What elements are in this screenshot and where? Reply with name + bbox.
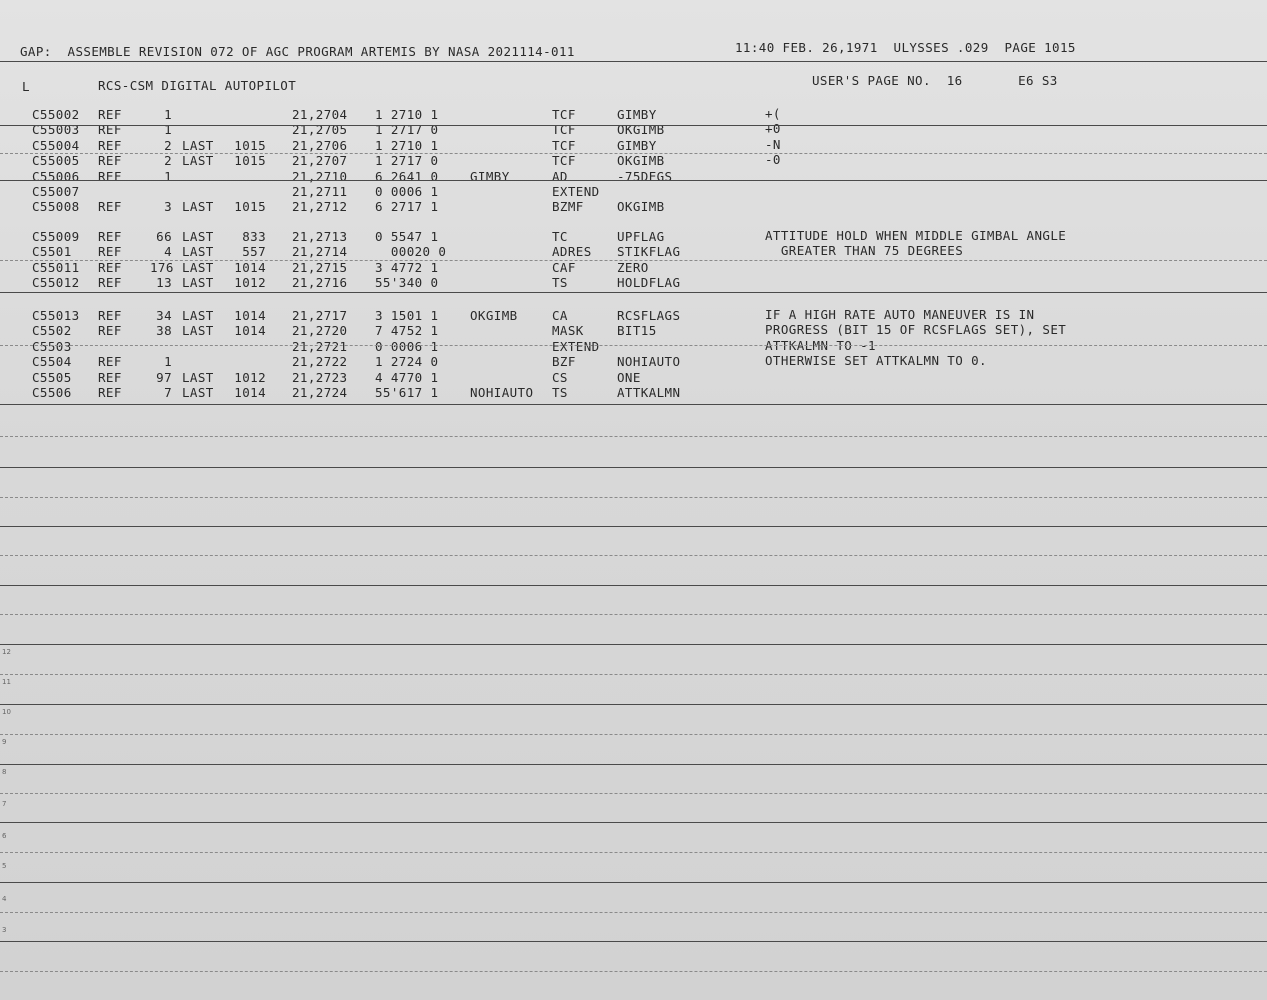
cell-operand: ONE xyxy=(617,369,641,385)
cell-loc: C55004 xyxy=(32,137,80,153)
cell-comment: +( xyxy=(765,106,781,121)
cell-comment: OTHERWISE SET ATTKALMN TO 0. xyxy=(765,353,987,369)
margin-number: 11 xyxy=(2,678,11,686)
cell-ref: REF xyxy=(98,259,122,275)
cell-n: 2 xyxy=(164,137,172,153)
cell-last: LAST xyxy=(182,308,214,323)
cell-op: TCF xyxy=(552,107,576,122)
cell-n: 66 xyxy=(156,229,172,244)
users-page-info: USER'S PAGE NO. 16 E6 S3 xyxy=(812,73,1058,88)
cell-word: 3 1501 1 xyxy=(375,308,439,323)
cell-last: LAST xyxy=(182,259,214,275)
cell-word: 55'617 1 xyxy=(375,385,439,400)
cell-ref: REF xyxy=(98,137,122,153)
cell-addr: 21,2720 xyxy=(292,323,348,339)
cell-n: 3 xyxy=(164,199,172,215)
cell-ref: REF xyxy=(98,308,122,323)
form-rule xyxy=(0,260,1267,261)
cell-last: LAST xyxy=(182,323,214,339)
form-rule xyxy=(0,526,1267,527)
header-flag: L xyxy=(22,79,30,94)
form-rule xyxy=(0,292,1267,293)
cell-word: 6 2717 1 xyxy=(375,199,439,215)
cell-last: LAST xyxy=(182,244,214,260)
cell-addr: 21,2705 xyxy=(292,122,348,138)
cell-ref: REF xyxy=(98,229,122,244)
cell-ref: REF xyxy=(98,354,122,370)
form-rule xyxy=(0,644,1267,645)
cell-pg: 1014 xyxy=(234,259,266,275)
cell-operand: OKGIMB xyxy=(617,199,665,215)
cell-n: 38 xyxy=(156,323,172,339)
form-rule xyxy=(0,404,1267,405)
margin-number: 6 xyxy=(2,832,7,840)
cell-n: 176 xyxy=(150,259,174,275)
cell-loc: C5505 xyxy=(32,369,72,385)
cell-pg: 1015 xyxy=(234,199,266,215)
cell-n: 97 xyxy=(156,369,172,385)
cell-op: CS xyxy=(552,369,568,385)
form-rule xyxy=(0,734,1267,735)
cell-pg: 1015 xyxy=(234,153,266,169)
cell-comment: ATTKALMN TO -1 xyxy=(765,337,876,353)
cell-addr: 21,2714 xyxy=(292,244,348,260)
cell-label: GIMBY xyxy=(470,168,510,184)
cell-loc: C55005 xyxy=(32,153,80,169)
cell-loc: C55012 xyxy=(32,275,80,291)
cell-comment: -0 xyxy=(765,152,781,168)
cell-last: LAST xyxy=(182,229,214,244)
cell-last: LAST xyxy=(182,137,214,153)
cell-comment: +0 xyxy=(765,121,781,137)
form-rule xyxy=(0,822,1267,823)
cell-addr: 21,2713 xyxy=(292,229,348,244)
cell-op: AD xyxy=(552,168,568,184)
cell-n: 1 xyxy=(164,354,172,370)
cell-word: 1 2717 0 xyxy=(375,122,439,138)
form-rule xyxy=(0,436,1267,437)
cell-label: NOHIAUTO xyxy=(470,385,534,400)
cell-operand: HOLDFLAG xyxy=(617,275,681,291)
cell-comment: PROGRESS (BIT 15 OF RCSFLAGS SET), SET xyxy=(765,322,1067,338)
cell-ref: REF xyxy=(98,153,122,169)
cell-pg: 1014 xyxy=(234,385,266,400)
cell-ref: REF xyxy=(98,323,122,339)
cell-word: 3 4772 1 xyxy=(375,259,439,275)
cell-word: 0 0006 1 xyxy=(375,184,439,199)
cell-word: 1 2710 1 xyxy=(375,107,439,122)
cell-loc: C55008 xyxy=(32,199,80,215)
cell-word: 6 2641 0 xyxy=(375,168,439,184)
cell-pg: 557 xyxy=(242,244,266,260)
cell-operand: -75DEGS xyxy=(617,168,673,184)
form-rule xyxy=(0,941,1267,942)
margin-number: 3 xyxy=(2,926,7,934)
cell-loc: C5504 xyxy=(32,354,72,370)
cell-operand: BIT15 xyxy=(617,323,657,339)
cell-loc: C5506 xyxy=(32,385,72,400)
cell-last: LAST xyxy=(182,153,214,169)
cell-word: 1 2710 1 xyxy=(375,137,439,153)
form-rule xyxy=(0,345,1267,346)
form-rule xyxy=(0,467,1267,468)
cell-operand: GIMBY xyxy=(617,107,657,122)
margin-number: 5 xyxy=(2,862,7,870)
cell-word: 0 0006 1 xyxy=(375,338,439,354)
cell-pg: 833 xyxy=(242,229,266,244)
cell-operand: ATTKALMN xyxy=(617,385,681,400)
cell-n: 1 xyxy=(164,168,172,184)
cell-n: 1 xyxy=(164,122,172,138)
cell-word: 1 2724 0 xyxy=(375,354,439,370)
cell-addr: 21,2722 xyxy=(292,354,348,370)
cell-ref: REF xyxy=(98,275,122,291)
cell-n: 7 xyxy=(164,385,172,400)
cell-op: TS xyxy=(552,385,568,400)
cell-addr: 21,2717 xyxy=(292,308,348,323)
cell-loc: C5501 xyxy=(32,244,72,260)
cell-addr: 21,2710 xyxy=(292,168,348,184)
form-rule xyxy=(0,555,1267,556)
form-rule xyxy=(0,585,1267,586)
cell-addr: 21,2712 xyxy=(292,199,348,215)
cell-operand: NOHIAUTO xyxy=(617,354,681,370)
cell-loc: C5502 xyxy=(32,323,72,339)
form-rule xyxy=(0,882,1267,883)
cell-comment: -N xyxy=(765,136,781,152)
cell-n: 1 xyxy=(164,107,172,122)
header-line-1-left: GAP: ASSEMBLE REVISION 072 OF AGC PROGRAM ARTEMIS BY NASA 2021114-011 xyxy=(20,44,575,59)
margin-number: 4 xyxy=(2,895,7,903)
cell-pg: 1014 xyxy=(234,308,266,323)
header-rule xyxy=(0,61,1267,62)
margin-number: 9 xyxy=(2,738,7,746)
cell-addr: 21,2716 xyxy=(292,275,348,291)
cell-op: TC xyxy=(552,229,568,244)
cell-op: BZF xyxy=(552,354,576,370)
cell-addr: 21,2723 xyxy=(292,369,348,385)
form-rule xyxy=(0,912,1267,913)
form-rule xyxy=(0,153,1267,154)
section-title: RCS-CSM DIGITAL AUTOPILOT xyxy=(98,78,297,93)
cell-op: BZMF xyxy=(552,199,584,215)
cell-ref: REF xyxy=(98,199,122,215)
cell-last: LAST xyxy=(182,385,214,400)
cell-ref: REF xyxy=(98,168,122,184)
cell-loc: C55007 xyxy=(32,184,80,199)
form-rule xyxy=(0,704,1267,705)
cell-ref: REF xyxy=(98,369,122,385)
cell-op: ADRES xyxy=(552,244,592,260)
cell-comment: ATTITUDE HOLD WHEN MIDDLE GIMBAL ANGLE xyxy=(765,228,1067,243)
margin-number: 8 xyxy=(2,768,7,776)
cell-addr: 21,2711 xyxy=(292,184,348,199)
cell-operand: OKGIMB xyxy=(617,153,665,169)
cell-loc: C55002 xyxy=(32,107,80,122)
cell-ref: REF xyxy=(98,107,122,122)
cell-label: OKGIMB xyxy=(470,308,518,323)
cell-pg: 1012 xyxy=(234,275,266,291)
form-rule xyxy=(0,793,1267,794)
cell-pg: 1014 xyxy=(234,323,266,339)
form-rule xyxy=(0,614,1267,615)
cell-word: 4 4770 1 xyxy=(375,369,439,385)
cell-loc: C55003 xyxy=(32,122,80,138)
cell-loc: C55009 xyxy=(32,229,80,244)
cell-operand: GIMBY xyxy=(617,137,657,153)
cell-operand: ZERO xyxy=(617,259,649,275)
cell-op: CA xyxy=(552,308,568,323)
cell-comment: GREATER THAN 75 DEGREES xyxy=(765,243,964,259)
cell-word: 00020 0 xyxy=(375,244,447,260)
cell-op: EXTEND xyxy=(552,184,600,199)
form-rule xyxy=(0,674,1267,675)
header-line-1-right: 11:40 FEB. 26,1971 ULYSSES .029 PAGE 1015 xyxy=(735,40,1076,55)
cell-last: LAST xyxy=(182,199,214,215)
cell-addr: 21,2724 xyxy=(292,385,348,400)
cell-word: 7 4752 1 xyxy=(375,323,439,339)
cell-op: MASK xyxy=(552,323,584,339)
margin-number: 12 xyxy=(2,648,11,656)
cell-addr: 21,2721 xyxy=(292,338,348,354)
cell-last: LAST xyxy=(182,275,214,291)
form-rule xyxy=(0,971,1267,972)
cell-operand: STIKFLAG xyxy=(617,244,681,260)
form-rule xyxy=(0,852,1267,853)
cell-word: 0 5547 1 xyxy=(375,229,439,244)
form-rule xyxy=(0,764,1267,765)
cell-word: 55'340 0 xyxy=(375,275,439,291)
margin-number: 10 xyxy=(2,708,11,716)
cell-loc: C5503 xyxy=(32,338,72,354)
cell-pg: 1012 xyxy=(234,369,266,385)
cell-addr: 21,2706 xyxy=(292,137,348,153)
cell-op: TS xyxy=(552,275,568,291)
cell-op: TCF xyxy=(552,153,576,169)
cell-ref: REF xyxy=(98,122,122,138)
cell-loc: C55006 xyxy=(32,168,80,184)
cell-ref: REF xyxy=(98,244,122,260)
cell-n: 13 xyxy=(156,275,172,291)
cell-addr: 21,2715 xyxy=(292,259,348,275)
form-rule xyxy=(0,497,1267,498)
cell-addr: 21,2704 xyxy=(292,107,348,122)
cell-addr: 21,2707 xyxy=(292,153,348,169)
cell-n: 2 xyxy=(164,153,172,169)
cell-op: TCF xyxy=(552,122,576,138)
cell-n: 4 xyxy=(164,244,172,260)
cell-op: CAF xyxy=(552,259,576,275)
margin-number: 7 xyxy=(2,800,7,808)
cell-word: 1 2717 0 xyxy=(375,153,439,169)
cell-n: 34 xyxy=(156,308,172,323)
cell-operand: UPFLAG xyxy=(617,229,665,244)
cell-comment: IF A HIGH RATE AUTO MANEUVER IS IN xyxy=(765,307,1035,322)
cell-last: LAST xyxy=(182,369,214,385)
cell-loc: C55013 xyxy=(32,308,80,323)
cell-ref: REF xyxy=(98,385,122,400)
cell-loc: C55011 xyxy=(32,259,80,275)
cell-pg: 1015 xyxy=(234,137,266,153)
form-rule xyxy=(0,180,1267,181)
cell-op: EXTEND xyxy=(552,338,600,354)
cell-op: TCF xyxy=(552,137,576,153)
cell-operand: OKGIMB xyxy=(617,122,665,138)
form-rule xyxy=(0,125,1267,126)
cell-operand: RCSFLAGS xyxy=(617,308,681,323)
